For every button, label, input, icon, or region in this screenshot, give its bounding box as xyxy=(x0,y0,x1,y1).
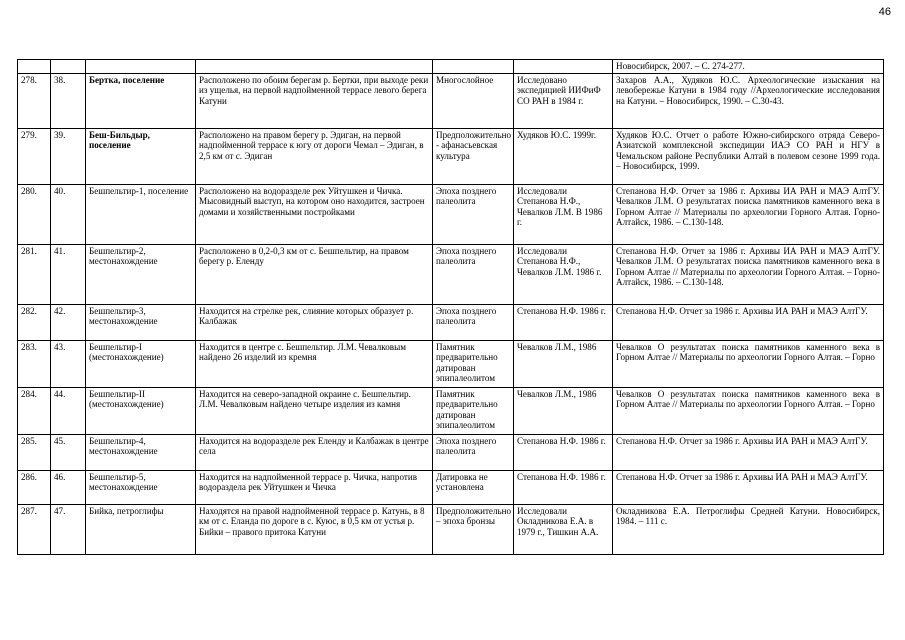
cell-research: Исследовали Степанова Н.Ф., Чевалков Л.М. 1986 г. xyxy=(514,244,613,304)
cell-source: Степанова Н.Ф. Отчет за 1986 г. Архивы ИА РАН и МАЭ АлтГУ. Чевалков Л.М. О результатах поиска памятников каменного века в Горном Алтае // Материалы по археологии Горного Алтая. Горно-Алтайск, 1986. – С.130-148. xyxy=(613,184,884,244)
page-number: 46 xyxy=(878,6,891,18)
cell-source: Чевалков О результатах поиска памятников каменного века в Горном Алтае // Материалы по археологии Горного Алтая. – Горно xyxy=(613,387,884,434)
cell-sub: 42. xyxy=(51,304,86,340)
table-row-continuation xyxy=(18,60,884,74)
cell-num: 281. xyxy=(18,244,51,304)
cell-research: Худяков Ю.С. 1999г. xyxy=(514,128,613,184)
cell-sub: 43. xyxy=(51,340,86,387)
cell-dating: Датировка не установлена xyxy=(433,470,514,504)
cell-source: Худяков Ю.С. Отчет о работе Южно-сибирского отряда Северо-Азиатской комплексной экспедиции ИАЭ СО РАН и НГУ в Чемальском районе Республики Алтай в полевом сезоне 1999 года. – Новосибирск, 1999. xyxy=(613,128,884,184)
cell-name: Бешпельтир-5, местонахождение xyxy=(86,470,196,504)
cell-location: Находится на северо-западной окраине с. Бешпельтир. Л.М. Чевалковым найдено четыре изделия из камня xyxy=(196,387,433,434)
cell-sub: 40. xyxy=(51,184,86,244)
table-row xyxy=(18,184,884,244)
cell-research: Исследовано экспедицией ИИФиФ СО РАН в 1984 г. xyxy=(514,73,613,128)
cell-source: Степанова Н.Ф. Отчет за 1986 г. Архивы ИА РАН и МАЭ АлтГУ. Чевалков Л.М. О результатах поиска памятников каменного века в Горном Алтае // Материалы по археологии Горного Алтая. – Горно-Алтайск, 1986. – С.130-148. xyxy=(613,244,884,304)
cell-source: Степанова Н.Ф. Отчет за 1986 г. Архивы ИА РАН и МАЭ АлтГУ. xyxy=(613,304,884,340)
cell-num: 282. xyxy=(18,304,51,340)
cell-source: Новосибирск, 2007. – С. 274-277. xyxy=(613,60,884,74)
cell-location: Расположено по обоим берегам р. Бертки, при выходе реки из ущелья, на первой надпойменной террасе левого берега Катуни xyxy=(196,73,433,128)
table-row xyxy=(18,304,884,340)
cell-research: Исследовали Окладникова Е.А. в 1979 г., Тишкин А.А. xyxy=(514,504,613,554)
cell-name: Бешпельтир-4, местонахождение xyxy=(86,434,196,470)
cell-num: 287. xyxy=(18,504,51,554)
cell-research: Степанова Н.Ф. 1986 г. xyxy=(514,434,613,470)
cell-location: Находятся на правой надпойменной террасе р. Катунь, в 8 км от с. Еланда по дороге в с. Куюс, в 0,5 км от устья р. Бийки – правого притока Катуни xyxy=(196,504,433,554)
cell-name: Бешпельтир-II (местонахождение) xyxy=(86,387,196,434)
cell-sub: 45. xyxy=(51,434,86,470)
cell-source: Чевалков О результатах поиска памятников каменного века в Горном Алтае // Материалы по археологии Горного Алтая. – Горно xyxy=(613,340,884,387)
cell-num xyxy=(18,60,51,74)
cell-name xyxy=(86,60,196,74)
cell-location: Находится на стрелке рек, слияние которых образует р. Калбажак xyxy=(196,304,433,340)
cell-research: Степанова Н.Ф. 1986 г. xyxy=(514,470,613,504)
table-row xyxy=(18,434,884,470)
cell-dating: Эпоха позднего палеолита xyxy=(433,434,514,470)
cell-location xyxy=(196,60,433,74)
cell-name: Бийка, петроглифы xyxy=(86,504,196,554)
cell-name: Бешпельтир-I (местонахождение) xyxy=(86,340,196,387)
cell-research: Исследовали Степанова Н.Ф., Чевалков Л.М. В 1986 г. xyxy=(514,184,613,244)
cell-source: Захаров А.А., Худяков Ю.С. Археологические изыскания на левобережье Катуни в 1984 году //Археологические исследования на Катуни. – Новосибирск, 1990. – С.30-43. xyxy=(613,73,884,128)
cell-dating: Эпоха позднего палеолита xyxy=(433,184,514,244)
cell-dating: Предположительно – эпоха бронзы xyxy=(433,504,514,554)
cell-name: Бешпельтир-1, поселение xyxy=(86,184,196,244)
table-row xyxy=(18,387,884,434)
cell-dating: Многослойное xyxy=(433,73,514,128)
cell-location: Находится в центре с. Бешпельтир. Л.М. Чевалковым найдено 26 изделий из кремня xyxy=(196,340,433,387)
cell-location: Расположено на водоразделе рек Уйтушкен и Чичка. Мысовидный выступ, на котором оно находится, застроен домами и хозяйственными постройками xyxy=(196,184,433,244)
cell-num: 280. xyxy=(18,184,51,244)
cell-dating: Эпоха позднего палеолита xyxy=(433,304,514,340)
cell-num: 284. xyxy=(18,387,51,434)
cell-source: Степанова Н.Ф. Отчет за 1986 г. Архивы ИА РАН и МАЭ АлтГУ. xyxy=(613,470,884,504)
cell-name: Беш-Бильдыр, поселение xyxy=(86,128,196,184)
cell-research: Степанова Н.Ф. 1986 г. xyxy=(514,304,613,340)
cell-num: 278. xyxy=(18,73,51,128)
cell-sub: 44. xyxy=(51,387,86,434)
cell-dating: Памятник предварительно датирован эпипалеолитом xyxy=(433,387,514,434)
cell-sub: 39. xyxy=(51,128,86,184)
cell-source: Окладникова Е.А. Петроглифы Средней Катуни. Новосибирск, 1984. – 111 с. xyxy=(613,504,884,554)
monuments-table xyxy=(17,59,884,555)
cell-research: Чевалков Л.М., 1986 xyxy=(514,387,613,434)
cell-dating: Предположительно - афанасьевская культура xyxy=(433,128,514,184)
cell-sub: 47. xyxy=(51,504,86,554)
cell-location: Находится на надпойменной террасе р. Чичка, напротив водораздела рек Уйтушкен и Чичка xyxy=(196,470,433,504)
cell-sub: 41. xyxy=(51,244,86,304)
table-row xyxy=(18,504,884,554)
cell-num: 285. xyxy=(18,434,51,470)
cell-sub: 46. xyxy=(51,470,86,504)
cell-dating: Эпоха позднего палеолита xyxy=(433,244,514,304)
cell-num: 283. xyxy=(18,340,51,387)
cell-location: Расположено в 0,2-0,3 км от с. Бешпельтир, на правом берегу р. Еленду xyxy=(196,244,433,304)
cell-name: Бешпельтир-3, местонахождение xyxy=(86,304,196,340)
cell-num: 286. xyxy=(18,470,51,504)
cell-name: Бешпельтир-2, местонахождение xyxy=(86,244,196,304)
cell-research: Чевалков Л.М., 1986 xyxy=(514,340,613,387)
cell-dating xyxy=(433,60,514,74)
cell-location: Находится на водоразделе рек Еленду и Калбажак в центре села xyxy=(196,434,433,470)
table-row xyxy=(18,470,884,504)
table-row xyxy=(18,340,884,387)
cell-sub: 38. xyxy=(51,73,86,128)
cell-research xyxy=(514,60,613,74)
cell-num: 279. xyxy=(18,128,51,184)
table-row xyxy=(18,244,884,304)
cell-source: Степанова Н.Ф. Отчет за 1986 г. Архивы ИА РАН и МАЭ АлтГУ. xyxy=(613,434,884,470)
cell-name: Бертка, поселение xyxy=(86,73,196,128)
table-row xyxy=(18,73,884,128)
cell-location: Расположено на правом берегу р. Эдиган, на первой надпойменной террасе к югу от дороги Чемал – Эдиган, в 2,5 км от с. Эдиган xyxy=(196,128,433,184)
table-row xyxy=(18,128,884,184)
cell-dating: Памятник предварительно датирован эпипалеолитом xyxy=(433,340,514,387)
cell-sub xyxy=(51,60,86,74)
